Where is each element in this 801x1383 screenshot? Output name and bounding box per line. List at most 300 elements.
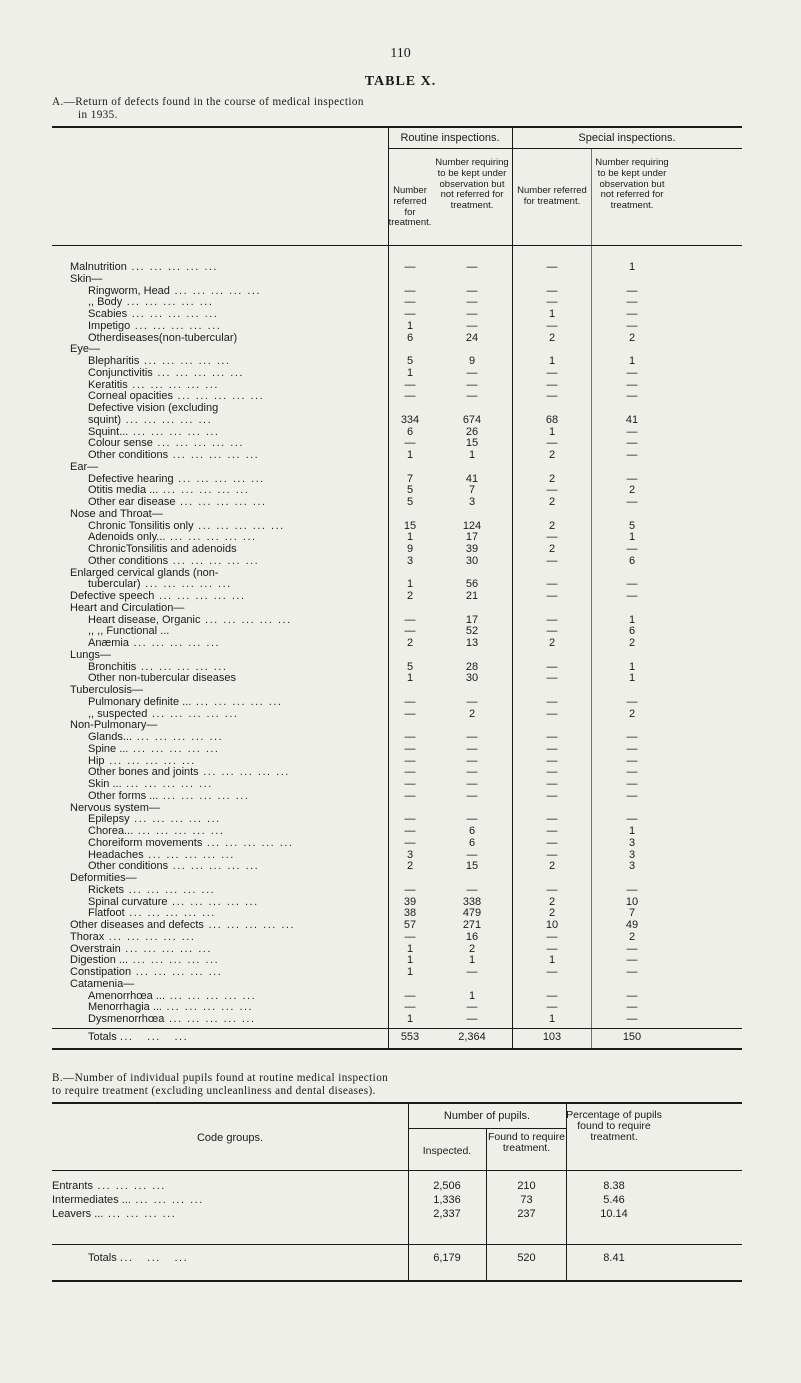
row-label: Other conditions ... ... ... ... ... bbox=[88, 860, 260, 873]
row-label-text: Impetigo bbox=[88, 319, 131, 332]
row-label: Digestion ... ... ... ... ... ... bbox=[70, 954, 220, 967]
row-label: Conjunctivitis ... ... ... ... ... bbox=[88, 366, 244, 379]
table-cell: 2 bbox=[548, 895, 556, 908]
row-label-text: Lungs— bbox=[70, 648, 111, 661]
table-cell: — bbox=[404, 989, 416, 1002]
row-label-text: Scabies bbox=[88, 308, 128, 320]
table-cell: 334 bbox=[400, 413, 420, 426]
table-cell: 1 bbox=[406, 531, 414, 544]
table-cell: 1 bbox=[406, 578, 414, 591]
table-cell: — bbox=[404, 754, 416, 767]
table-cell: 210 bbox=[517, 1180, 536, 1192]
row-label-text: Heart disease, Organic bbox=[88, 613, 201, 626]
row-label-text: Defective speech bbox=[70, 590, 155, 602]
row-label: Thorax ... ... ... ... ... bbox=[70, 930, 196, 943]
table-cell: 68 bbox=[545, 413, 559, 426]
table-cell: 28 bbox=[465, 660, 479, 673]
table-cell: — bbox=[626, 543, 638, 555]
row-label-text: Enlarged cervical glands (non- bbox=[70, 566, 219, 579]
table-cell: 5 bbox=[406, 496, 414, 508]
table-cell: — bbox=[404, 778, 416, 790]
table-cell: — bbox=[404, 766, 416, 779]
section-b-heading bbox=[52, 1072, 742, 1098]
row-label: Rickets ... ... ... ... ... bbox=[88, 883, 216, 896]
row-label: ,, Body ... ... ... ... ... bbox=[88, 296, 214, 309]
table-a-total-1: 553 bbox=[400, 1031, 420, 1043]
table-cell: 2 bbox=[548, 907, 556, 920]
row-label-text: Overstrain bbox=[70, 942, 121, 955]
table-cell: — bbox=[626, 966, 638, 978]
table-cell: — bbox=[546, 695, 558, 708]
table-cell: 49 bbox=[625, 919, 639, 931]
table-cell: — bbox=[404, 813, 416, 826]
table-cell: 1 bbox=[548, 1013, 556, 1025]
row-label-text: Digestion ... bbox=[70, 954, 129, 967]
table-cell: 15 bbox=[465, 860, 479, 873]
table-cell: 1 bbox=[468, 954, 476, 967]
table-row bbox=[0, 1194, 801, 1207]
table-cell: — bbox=[546, 731, 558, 743]
row-label: Glands... ... ... ... ... ... bbox=[88, 731, 224, 743]
table-cell: — bbox=[546, 261, 558, 273]
table-cell: 6 bbox=[628, 554, 636, 567]
table-cell: — bbox=[404, 825, 416, 837]
table-cell: 1 bbox=[406, 449, 414, 461]
table-cell: — bbox=[404, 707, 416, 720]
table-b-top-rule bbox=[52, 1102, 742, 1104]
table-cell: — bbox=[546, 319, 558, 332]
table-cell: 338 bbox=[462, 895, 482, 908]
table-cell: 1 bbox=[406, 319, 414, 332]
table-cell: 26 bbox=[465, 425, 479, 438]
row-label-text: Skin— bbox=[70, 272, 103, 285]
row-label: Constipation ... ... ... ... ... bbox=[70, 966, 223, 978]
row-label-text: Other bones and joints bbox=[88, 766, 199, 779]
table-b-total-percentage: 8.41 bbox=[603, 1252, 625, 1264]
table-cell: — bbox=[626, 754, 638, 767]
table-cell: 2 bbox=[406, 860, 414, 873]
col-percentage: Percentage of pupils found to require treatment. bbox=[566, 1109, 662, 1143]
table-cell: 5 bbox=[406, 660, 414, 673]
table-cell: — bbox=[626, 284, 638, 297]
table-cell: — bbox=[404, 261, 416, 273]
table-cell: — bbox=[546, 554, 558, 567]
table-cell: — bbox=[466, 695, 478, 708]
table-cell: 1 bbox=[468, 449, 476, 461]
table-cell: 2 bbox=[468, 942, 476, 955]
page-number: 110 bbox=[390, 46, 411, 61]
table-cell: — bbox=[626, 942, 638, 955]
table-cell: — bbox=[466, 390, 478, 403]
row-label-text: Leavers ... bbox=[52, 1208, 104, 1220]
table-cell: 57 bbox=[403, 919, 417, 931]
row-label: Other forms ... ... ... ... ... ... bbox=[88, 789, 250, 802]
row-label-text: Bronchitis bbox=[88, 660, 137, 673]
table-cell: — bbox=[466, 378, 478, 391]
row-label-text: tubercular) bbox=[88, 578, 141, 591]
table-cell: 7 bbox=[628, 907, 636, 920]
table-cell: — bbox=[466, 308, 478, 320]
row-label-text: Corneal opacities bbox=[88, 390, 173, 403]
table-cell: 2 bbox=[548, 637, 556, 649]
row-label: Spine ... ... ... ... ... ... bbox=[88, 742, 220, 755]
row-label: Squint... ... ... ... ... ... bbox=[88, 425, 220, 438]
row-label-text: Rickets bbox=[88, 883, 125, 896]
table-cell: — bbox=[626, 378, 638, 391]
row-label: Spinal curvature ... ... ... ... ... bbox=[88, 895, 259, 908]
row-label-text: Menorrhagia ... bbox=[88, 1001, 162, 1014]
table-cell: — bbox=[626, 319, 638, 332]
row-label-text: Colour sense bbox=[88, 437, 153, 450]
table-cell: 15 bbox=[465, 437, 479, 450]
group-special-inspections: Special inspections. bbox=[578, 132, 676, 144]
table-cell: — bbox=[404, 742, 416, 755]
row-label-text: Skin ... bbox=[88, 778, 122, 790]
table-cell: — bbox=[546, 531, 558, 544]
table-cell: — bbox=[466, 754, 478, 767]
table-cell: — bbox=[626, 789, 638, 802]
table-cell: — bbox=[626, 437, 638, 450]
row-label: Blepharitis ... ... ... ... ... bbox=[88, 355, 231, 367]
table-cell: 1 bbox=[468, 989, 476, 1002]
table-cell: 1 bbox=[406, 966, 414, 978]
col-number-of-pupils: Number of pupils. bbox=[443, 1110, 531, 1122]
row-label: Amenorrhœa ... ... ... ... ... ... bbox=[88, 989, 257, 1002]
table-cell: 17 bbox=[465, 613, 479, 626]
row-label-text: Chronic Tonsilitis only bbox=[88, 519, 194, 532]
table-cell: 1 bbox=[628, 825, 636, 837]
table-cell: 1 bbox=[628, 613, 636, 626]
row-label-text: Other conditions bbox=[88, 554, 169, 567]
table-cell: — bbox=[546, 707, 558, 720]
table-cell: — bbox=[466, 319, 478, 332]
table-cell: — bbox=[546, 613, 558, 626]
table-cell: 15 bbox=[403, 519, 417, 532]
table-cell: — bbox=[626, 1001, 638, 1014]
table-cell: 479 bbox=[462, 907, 482, 920]
table-a-top-rule bbox=[52, 126, 742, 128]
table-cell: — bbox=[466, 813, 478, 826]
row-label-text: ChronicTonsilitis and adenoids bbox=[88, 543, 237, 555]
group-routine-inspections: Routine inspections. bbox=[400, 132, 500, 144]
table-cell: — bbox=[546, 672, 558, 685]
row-label-text: Dysmenorrhœa bbox=[88, 1013, 165, 1025]
row-label-text: squint) bbox=[88, 413, 122, 426]
row-label: Adenoids only... ... ... ... ... ... bbox=[88, 531, 257, 544]
table-cell: — bbox=[404, 284, 416, 297]
table-cell: — bbox=[626, 366, 638, 379]
table-cell: — bbox=[466, 778, 478, 790]
row-label: Defective hearing ... ... ... ... ... bbox=[88, 472, 265, 485]
col-routine-observation: Number requiring to be kept under observation but not referred for treatment. bbox=[435, 157, 509, 212]
row-label-text: Keratitis bbox=[88, 378, 128, 391]
row-label-text: Anæmia bbox=[88, 637, 129, 649]
table-cell: 73 bbox=[520, 1194, 533, 1206]
row-label: Scabies ... ... ... ... ... bbox=[88, 308, 219, 320]
table-cell: 24 bbox=[465, 331, 479, 344]
table-cell: — bbox=[626, 766, 638, 779]
table-cell: 2 bbox=[628, 637, 636, 649]
table-cell: 6 bbox=[628, 625, 636, 638]
table-cell: — bbox=[546, 390, 558, 403]
table-cell: 2 bbox=[406, 637, 414, 649]
table-cell: — bbox=[404, 1001, 416, 1014]
table-cell: — bbox=[546, 883, 558, 896]
col-code-groups: Code groups. bbox=[196, 1132, 264, 1144]
table-cell: 6 bbox=[406, 425, 414, 438]
table-b-totals-rule bbox=[52, 1244, 742, 1245]
table-cell: — bbox=[626, 731, 638, 743]
row-label-text: Entrants bbox=[52, 1180, 93, 1192]
row-label: Epilepsy ... ... ... ... ... bbox=[88, 813, 221, 826]
table-cell: 9 bbox=[406, 543, 414, 555]
table-cell: — bbox=[626, 449, 638, 461]
row-label-text: Malnutrition bbox=[70, 261, 127, 273]
table-cell: — bbox=[546, 766, 558, 779]
table-cell: 1 bbox=[628, 531, 636, 544]
row-label-text: Epilepsy bbox=[88, 813, 130, 826]
table-cell: 2 bbox=[628, 331, 636, 344]
col-special-referred: Number referred for treatment. bbox=[517, 185, 587, 207]
table-cell: — bbox=[546, 989, 558, 1002]
row-label: Other diseases and defects ... ... ... ... ... bbox=[70, 919, 296, 931]
table-cell: 2 bbox=[628, 484, 636, 497]
section-a-heading-line2: in 1935. bbox=[78, 109, 118, 121]
table-cell: — bbox=[466, 284, 478, 297]
table-a-group-rule bbox=[388, 148, 742, 149]
table-b-group-rule bbox=[408, 1128, 566, 1129]
table-cell: 3 bbox=[468, 496, 476, 508]
table-cell: — bbox=[626, 695, 638, 708]
table-cell: — bbox=[626, 989, 638, 1002]
table-cell: — bbox=[404, 695, 416, 708]
row-label-text: Constipation bbox=[70, 966, 132, 978]
table-cell: — bbox=[466, 883, 478, 896]
row-label-text: Squint... bbox=[88, 425, 129, 438]
table-cell: 41 bbox=[465, 472, 479, 485]
table-cell: 3 bbox=[628, 848, 636, 861]
table-cell: 56 bbox=[465, 578, 479, 591]
totals-label-text: Totals bbox=[88, 1031, 117, 1043]
table-cell: 1 bbox=[406, 954, 414, 967]
table-cell: — bbox=[404, 731, 416, 743]
table-cell: — bbox=[546, 284, 558, 297]
table-cell: 5 bbox=[406, 355, 414, 367]
table-b-totals-label: Totals ... ... ... bbox=[88, 1252, 189, 1264]
table-cell: — bbox=[466, 296, 478, 309]
table-cell: 39 bbox=[403, 895, 417, 908]
table-cell: — bbox=[546, 366, 558, 379]
table-cell: — bbox=[404, 930, 416, 943]
row-label: Pulmonary definite ... ... ... ... ... ... bbox=[88, 695, 283, 708]
table-cell: — bbox=[546, 1001, 558, 1014]
table-cell: — bbox=[466, 742, 478, 755]
table-cell: 7 bbox=[468, 484, 476, 497]
table-cell: — bbox=[546, 848, 558, 861]
row-label: Corneal opacities ... ... ... ... ... bbox=[88, 390, 265, 403]
row-label: tubercular) ... ... ... ... ... bbox=[88, 578, 232, 591]
section-a-heading bbox=[52, 96, 742, 122]
table-cell: — bbox=[546, 754, 558, 767]
table-cell: — bbox=[626, 1013, 638, 1025]
table-cell: 2 bbox=[628, 707, 636, 720]
col-inspected: Inspected. bbox=[422, 1145, 472, 1157]
table-cell: 16 bbox=[465, 930, 479, 943]
row-label-text: Spine ... bbox=[88, 742, 129, 755]
row-label: Overstrain ... ... ... ... ... bbox=[70, 942, 212, 955]
row-label-text: Ear— bbox=[70, 460, 99, 473]
table-cell: — bbox=[546, 813, 558, 826]
col-special-observation: Number requiring to be kept under observation but not referred for treatment. bbox=[595, 157, 669, 212]
table-cell: 2 bbox=[548, 472, 556, 485]
row-label-text: Otitis media ... bbox=[88, 484, 159, 497]
table-cell: — bbox=[466, 966, 478, 978]
row-label-text: Non-Pulmonary— bbox=[70, 719, 158, 732]
table-a-bottom-rule bbox=[52, 1048, 742, 1050]
table-cell: — bbox=[546, 660, 558, 673]
table-a-header-rule bbox=[52, 245, 742, 246]
row-label-text: Tuberculosis— bbox=[70, 684, 143, 696]
table-cell: 5 bbox=[628, 519, 636, 532]
col-routine-referred: Number referred for treatment. bbox=[388, 185, 432, 229]
col-found-to-require-treatment: Found to require treatment. bbox=[487, 1131, 566, 1154]
table-row bbox=[0, 1013, 801, 1026]
table-cell: 6 bbox=[406, 331, 414, 344]
table-cell: 1 bbox=[548, 308, 556, 320]
row-label-text: Headaches bbox=[88, 848, 144, 861]
row-label-text: Catamenia— bbox=[70, 977, 135, 990]
table-cell: 30 bbox=[465, 672, 479, 685]
table-cell: 13 bbox=[465, 637, 479, 649]
row-label: Leavers ... ... ... ... ... bbox=[52, 1208, 177, 1220]
table-cell: — bbox=[466, 1013, 478, 1025]
row-label: Skin ... ... ... ... ... ... bbox=[88, 778, 213, 790]
table-cell: — bbox=[404, 625, 416, 638]
section-b-heading-line1: B.—Number of individual pupils found at routine medical inspection bbox=[52, 1072, 389, 1084]
table-cell: — bbox=[466, 789, 478, 802]
table-cell: — bbox=[546, 484, 558, 497]
row-label: Ringworm, Head ... ... ... ... ... bbox=[88, 284, 262, 297]
table-cell: 38 bbox=[403, 907, 417, 920]
row-label-text: Other forms ... bbox=[88, 789, 159, 802]
table-cell: — bbox=[546, 789, 558, 802]
table-cell: 39 bbox=[465, 543, 479, 555]
table-cell: 10.14 bbox=[600, 1208, 628, 1220]
row-label: Impetigo ... ... ... ... ... bbox=[88, 319, 222, 332]
table-cell: 10 bbox=[625, 895, 639, 908]
table-cell: — bbox=[546, 378, 558, 391]
table-title: TABLE X. bbox=[364, 74, 437, 89]
row-label: Other bones and joints ... ... ... ... ... bbox=[88, 766, 290, 779]
table-cell: — bbox=[546, 296, 558, 309]
table-cell: 9 bbox=[468, 355, 476, 367]
table-cell: 2 bbox=[468, 707, 476, 720]
row-label-text: Intermediates ... bbox=[52, 1194, 131, 1206]
table-cell: 1 bbox=[406, 942, 414, 955]
row-label-text: Adenoids only... bbox=[88, 531, 166, 544]
table-cell: — bbox=[546, 625, 558, 638]
table-cell: — bbox=[626, 778, 638, 790]
table-cell: 1 bbox=[548, 954, 556, 967]
table-cell: — bbox=[466, 261, 478, 273]
table-b-header-rule bbox=[52, 1170, 742, 1171]
row-label-text: Spinal curvature bbox=[88, 895, 168, 908]
table-cell: 271 bbox=[462, 919, 482, 931]
table-cell: — bbox=[546, 742, 558, 755]
table-cell: — bbox=[466, 1001, 478, 1014]
row-label: Otitis media ... ... ... ... ... ... bbox=[88, 484, 250, 497]
table-cell: — bbox=[546, 590, 558, 602]
table-cell: — bbox=[404, 613, 416, 626]
table-cell: 1 bbox=[406, 672, 414, 685]
row-label: Other conditions ... ... ... ... ... bbox=[88, 449, 260, 461]
row-label: squint) ... ... ... ... ... bbox=[88, 413, 213, 426]
table-cell: — bbox=[466, 766, 478, 779]
row-label: ,, suspected ... ... ... ... ... bbox=[88, 707, 239, 720]
table-cell: 124 bbox=[462, 519, 482, 532]
row-label: Malnutrition ... ... ... ... ... bbox=[70, 261, 218, 273]
row-label-text: Other conditions bbox=[88, 860, 169, 873]
table-cell: 3 bbox=[406, 848, 414, 861]
table-b-bottom-rule bbox=[52, 1280, 742, 1282]
row-label-text: Ringworm, Head bbox=[88, 284, 170, 297]
table-cell: 2 bbox=[548, 519, 556, 532]
row-label-text: Otherdiseases(non-tubercular) bbox=[88, 331, 238, 344]
row-label-text: Defective hearing bbox=[88, 472, 174, 485]
table-cell: — bbox=[466, 731, 478, 743]
table-cell: — bbox=[626, 308, 638, 320]
row-label-text: ,, Body bbox=[88, 296, 123, 309]
table-row bbox=[0, 1180, 801, 1193]
row-label: Other ear disease ... ... ... ... ... bbox=[88, 496, 267, 508]
table-cell: — bbox=[626, 496, 638, 508]
row-label-text: Other ear disease bbox=[88, 496, 176, 508]
table-a-total-4: 150 bbox=[622, 1031, 642, 1043]
row-label: Anæmia ... ... ... ... ... bbox=[88, 637, 221, 649]
table-cell: — bbox=[626, 472, 638, 485]
table-cell: 6 bbox=[468, 836, 476, 849]
table-cell: — bbox=[466, 366, 478, 379]
table-cell: 8.38 bbox=[603, 1180, 625, 1192]
row-label-text: Thorax bbox=[70, 930, 105, 943]
table-cell: 1 bbox=[406, 366, 414, 379]
table-cell: 237 bbox=[517, 1208, 536, 1220]
table-cell: — bbox=[546, 966, 558, 978]
table-a-total-2: 2,364 bbox=[458, 1031, 486, 1043]
table-cell: — bbox=[546, 825, 558, 837]
table-row bbox=[0, 1208, 801, 1221]
table-cell: — bbox=[626, 425, 638, 438]
row-label-text: Chorea... bbox=[88, 825, 134, 837]
row-label: Flatfoot ... ... ... ... ... bbox=[88, 907, 216, 920]
table-cell: — bbox=[466, 848, 478, 861]
row-label: Menorrhagia ... ... ... ... ... ... bbox=[88, 1001, 254, 1014]
table-cell: 10 bbox=[545, 919, 559, 931]
table-cell: 2 bbox=[628, 930, 636, 943]
table-cell: 3 bbox=[628, 860, 636, 873]
table-cell: — bbox=[626, 742, 638, 755]
row-label-text: Heart and Circulation— bbox=[70, 601, 185, 614]
table-cell: — bbox=[404, 296, 416, 309]
row-label-text: Other diseases and defects bbox=[70, 919, 204, 931]
table-cell: 3 bbox=[628, 836, 636, 849]
table-cell: — bbox=[626, 578, 638, 591]
table-cell: 6 bbox=[468, 825, 476, 837]
row-label: Defective speech ... ... ... ... ... bbox=[70, 590, 246, 602]
row-label-text: Glands... bbox=[88, 731, 133, 743]
table-cell: 3 bbox=[406, 554, 414, 567]
table-cell: — bbox=[546, 437, 558, 450]
